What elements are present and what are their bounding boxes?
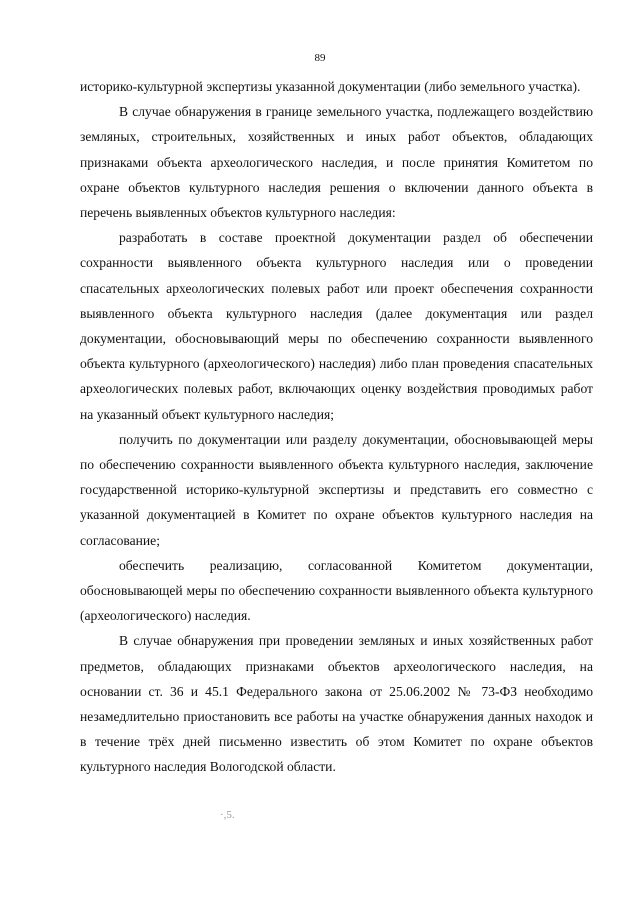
page-number: 89 <box>314 52 326 64</box>
paragraph-obtain-expertise: получить по документации или разделу документации, обосновывающей меры по обеспечению сохранности выявленного объекта культурного наследия, заключение государственной историко-культурной экспертизы и представить его совместно с указанной документацией в Комитет по охране объектов культурного наследия на согласование; <box>80 431 593 548</box>
paragraph-develop-documentation: разработать в составе проектной документации раздел об обеспечении сохранности выявленного объекта культурного наследия или о проведении спасательных археологических полевых работ или проект обеспечения сохранности выявленного объекта культурного наследия (далее документация или раздел документации, обосновывающий меры по обеспечению сохранности выявленного объекта культурного (археологического) наследия) либо план проведения спасательных археологических полевых работ, включающих оценку воздействия проводимых работ на указанный объект культурного наследия; <box>80 230 593 422</box>
paragraph-ensure-implementation: обеспечить реализацию, согласованной Комитетом документации, обосновывающей меры по обеспечению сохранности выявленного объекта культурного (археологического) наследия. <box>80 557 593 624</box>
paragraph-discovery-conditions: В случае обнаружения в границе земельного участка, подлежащего воздействию земляных, строительных, хозяйственных и иных работ объектов, обладающих признаками объекта археологического наследия, и после принятия Комитетом по охране объектов культурного наследия решения о включении данного объекта в перечень выявленных объектов культурного наследия: <box>80 104 593 221</box>
stray-mark: ·,5. <box>220 809 235 821</box>
document-body <box>80 74 593 780</box>
paragraph-suspend-works: В случае обнаружения при проведении земляных и иных хозяйственных работ предметов, обладающих признаками объектов археологического наследия, на основании ст. 36 и 45.1 Федерального закона от 25.06.2002 № 73-ФЗ необходимо незамедлительно приостановить все работы на участке обнаружения данных находок и в течение трёх дней письменно известить об этом Комитет по охране объектов культурного наследия Вологодской области. <box>80 633 593 775</box>
paragraph-continuation: историко-культурной экспертизы указанной документации (либо земельного участка). <box>80 79 581 94</box>
